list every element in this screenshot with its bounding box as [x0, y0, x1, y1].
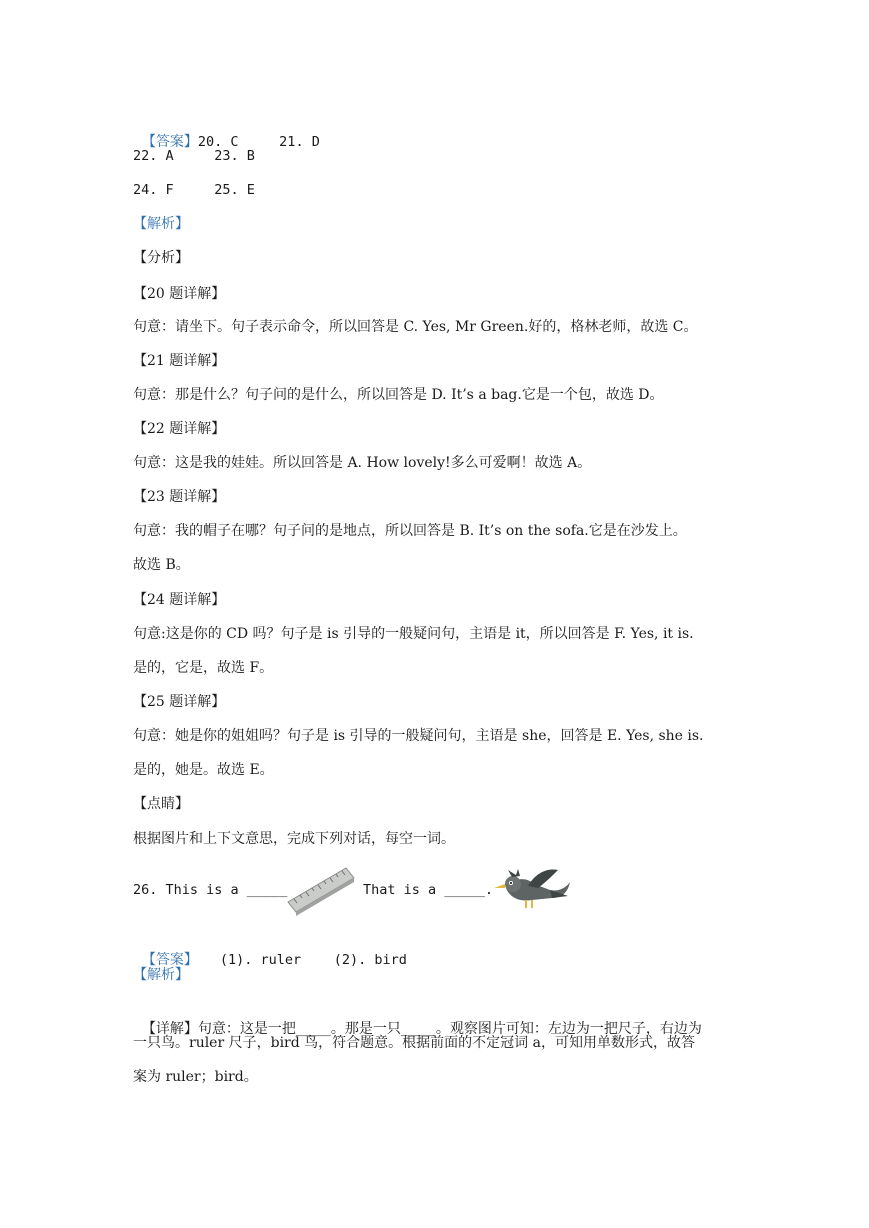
q26-detail-text-1: 句意：这是一把_____。那是一只_____。观察图片可知：左边为一把尺子，右边为 — [197, 1021, 702, 1037]
item-23-line-1: 句意：我的帽子在哪？句子问的是地点，所以回答是 B. It’s on the sofa.它是在沙发上。 — [133, 523, 687, 539]
item-24-line-2: 是的，它是，故选 F。 — [133, 660, 274, 676]
answer-row-1: 20. C 21. D — [197, 134, 320, 150]
q26-answer-label: 【答案】 — [141, 952, 198, 968]
item-24-line-1: 句意:这是你的 CD 吗？句子是 is 引导的一般疑问句，主语是 it，所以回答是 F. Yes, it is. — [133, 626, 694, 642]
item-24-heading: 【24 题详解】 — [133, 592, 226, 608]
item-21-line-1: 句意：那是什么？句子问的是什么，所以回答是 D. It’s a bag.它是一个包，故选 D。 — [133, 387, 664, 403]
ruler-icon — [284, 862, 356, 916]
instruction: 根据图片和上下文意思，完成下列对话，每空一词。 — [133, 831, 455, 847]
item-22-heading: 【22 题详解】 — [133, 421, 226, 437]
q26-right-text: That is a _____. — [363, 882, 494, 898]
bird-icon — [492, 866, 572, 916]
q26-left-text: 26. This is a _____ — [133, 882, 288, 898]
q26-detail-label: 【详解】 — [141, 1021, 198, 1037]
q26-analysis-label: 【解析】 — [133, 967, 189, 983]
item-20-heading: 【20 题详解】 — [133, 286, 226, 302]
dianjing-label: 【点睛】 — [133, 796, 189, 812]
item-25-line-2: 是的，她是。故选 E。 — [133, 762, 274, 778]
analysis-label: 【解析】 — [133, 216, 189, 232]
q26-answer-text: (1). ruler (2). bird — [219, 952, 407, 968]
item-20-line-1: 句意：请坐下。句子表示命令，所以回答是 C. Yes, Mr Green.好的，格林老师，故选 C。 — [133, 319, 698, 335]
q26-detail-line-3: 案为 ruler；bird。 — [133, 1069, 258, 1085]
item-22-line-1: 句意：这是我的娃娃。所以回答是 A. How lovely!多么可爱啊！故选 A。 — [133, 455, 592, 471]
item-25-heading: 【25 题详解】 — [133, 694, 226, 710]
q26-detail-line-2: 一只鸟。ruler 尺子，bird 鸟，符合题意。根据前面的不定冠词 a，可知用单数形式，故答 — [133, 1035, 695, 1051]
fenxi-label: 【分析】 — [133, 250, 189, 266]
answer-row-3: 24. F 25. E — [133, 182, 255, 198]
answer-row-2: 22. A 23. B — [133, 148, 255, 164]
q26-answer-line — [133, 930, 407, 970]
item-23-line-2: 故选 B。 — [133, 557, 190, 573]
item-23-heading: 【23 题详解】 — [133, 489, 226, 505]
answer-label: 【答案】 — [141, 134, 198, 150]
item-21-heading: 【21 题详解】 — [133, 353, 226, 369]
item-25-line-1: 句意：她是你的姐姐吗？句子是 is 引导的一般疑问句，主语是 she，回答是 E. Yes, she is. — [133, 728, 704, 744]
